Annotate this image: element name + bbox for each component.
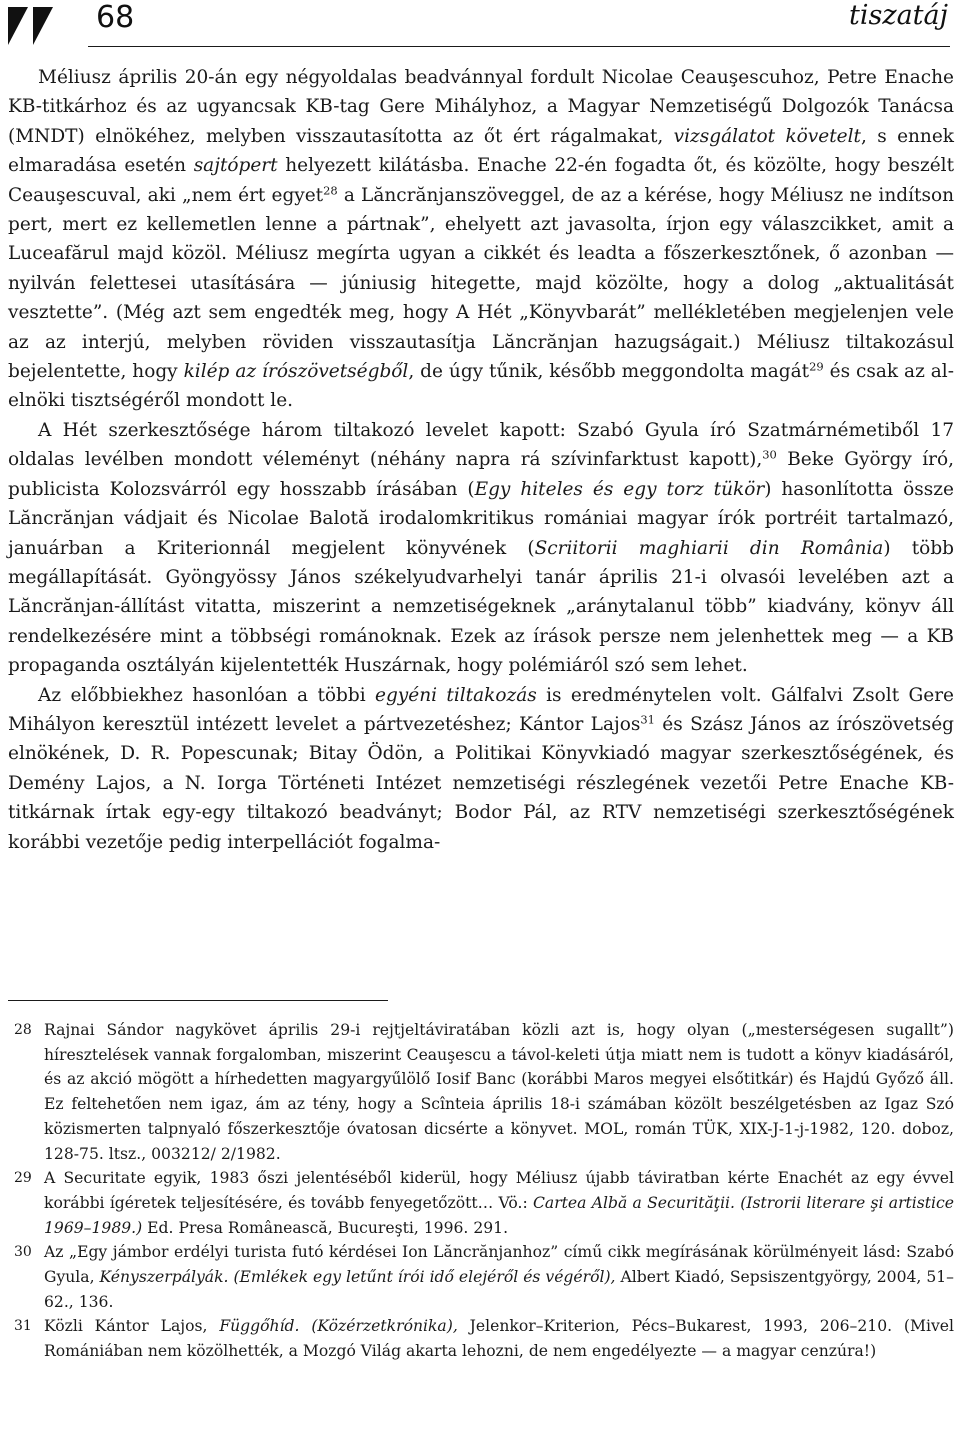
body-text: [8, 63, 954, 857]
text-run: , s ennek elmaradása esetén: [8, 125, 955, 177]
footnote-text: [44, 1166, 954, 1240]
text-run: és Szász János az írószövetség elnökének, D. R. Popescunak; Bitay Ödön, a Politikai Könyvkiadó magyar szerkesztőségének, és Demény Lajos, a N. Iorga Történeti Intézet nemzetiségi részlegének vezetői Petre Enache KB-titkárnak írtak egy-egy tiltakozó beadványt; Bodor Pál, az RTV nemzetiségi szerkesztőségének korábbi vezetője pedig interpellációt fogalma-: [8, 713, 955, 853]
text-run: Ed. Presa Românească, Bucureşti, 1996. 291.: [142, 1218, 509, 1237]
footnote: [8, 1240, 954, 1314]
italic-text: kilép az írószövetségből: [183, 361, 409, 383]
page-header: [0, 0, 960, 52]
footnote-separator: [8, 1000, 388, 1001]
italic-text: egyéni tiltakozás: [375, 684, 537, 706]
text-run: Beke György író, publicista Kolozsvárról egy hosszabb írásában (: [8, 449, 954, 500]
footnote-ref: 28: [323, 183, 338, 198]
text-run: ) hasonlította össze Lăncrănjan vádjait és Nicolae Balotă irodalomkritikus romániai magyar írók portréit tartalmazó, januárban a Kriterionnál megjelent könyvének (: [8, 478, 954, 559]
text-run: Albert Kiadó, Sepsiszentgyörgy, 2004, 51–62., 136.: [44, 1268, 954, 1311]
text-run: és csak az alelnöki tisztségéről mondott le.: [8, 361, 954, 412]
footnote: [8, 1018, 954, 1166]
text-run: Méliusz április 20-án egy négyoldalas beadvánnyal fordult Nicolae Ceauşescuhoz, Petre Enache KB-titkárhoz és az ugyancsak KB-tag Gere Mihályhoz, a Magyar Nemzetiségű Dolgozók Tanácsa (MNDT) elnökéhez, melyben visszautasította az őt ért rágalmakat,: [8, 67, 954, 147]
paragraph: [8, 416, 954, 681]
text-run: Jelenkor–Kriterion, Pécs–Bukarest, 1993, 206–210. (Mivel Romániában nem közölhették, a Mozgó Világ akarta lehozni, de nem engedélyezte — a magyar cenzúra!): [44, 1317, 954, 1361]
italic-text: Kényszerpályák. (Emlékek egy letűnt írói idő elejéről és végéről),: [99, 1268, 616, 1287]
footnote-ref: 29: [809, 359, 824, 374]
text-run: a Lăncrănjanszöveggel, de az a kérése, hogy Méliusz ne indítson pert, mert ez kellemetlen lenne a pártnak”, ehelyett azt javasolta, írjon egy válaszcikket, amit a Luceafărul majd közöl. Méliusz megírta ugyan a cikkét és leadta a főszerkesztőnek, ő azonban — nyilván felettesei utasítására — júniusig hitegette, majd közölte, hogy a dolog „aktualitását vesztette”. (Még azt sem engedték meg, hogy A Hét „Könyvbarát” mellékletében megjelenjen vele az az interjú, melyben röviden visszautasítja Lăncrănjan hazugságait.) Méliusz tiltakozásul bejelentette, hogy: [8, 184, 954, 383]
chevron-left-icon: [8, 7, 28, 45]
italic-text: vizsgálatot követelt: [673, 125, 861, 147]
text-run: Az „Egy jámbor erdélyi turista futó kérdései Ion Lăncrănjanhoz” című cikk megírásának körülményeit lásd: Szabó Gyula,: [44, 1243, 954, 1287]
section-title: tiszatáj: [849, 0, 948, 31]
footnote-text: [44, 1314, 954, 1363]
footnote-ref: 31: [640, 712, 655, 727]
italic-text: Cartea Albă a Securităţii. (Istrorii literare şi artistice 1969–1989.): [44, 1193, 954, 1237]
text-run: ) több megállapítását. Gyöngyössy János székelyudvarhelyi tanár április 21-i olvasói levelében azt a Lăncrănjan-állítást vitatta, miszerint a nemzetiségeknek „aránytalanul több” kiadvány, könyv áll rendelkezésére mint a többségi románoknak. Ezek az írások persze nem jelenhettek meg — a KB propaganda osztályán kijelentették Huszárnak, hogy polémiáról szó sem lehet.: [8, 537, 955, 677]
footnote-number: 28: [14, 1022, 32, 1038]
header-rule: [88, 46, 950, 47]
footnote: [8, 1166, 954, 1240]
text-run: helyezett kilátásba. Enache 22-én fogadta őt, és közölte, hogy beszélt Ceauşescuval, aki „nem ért egyet: [8, 155, 955, 206]
footnote: [8, 1314, 954, 1363]
page-number: 68: [96, 0, 135, 35]
text-run: A Hét szerkesztősége három tiltakozó levelet kapott: Szabó Gyula író Szatmárnémetiből 17 oldalas levélben mondott véleményt (néhány napra rá szívinfarktust kapott),: [8, 419, 954, 471]
text-run: Rajnai Sándor nagykövet április 29-i rejtjeltáviratában közli azt is, hogy olyan („mesterségesen sugallt”) híresztelések vannak forgalomban, miszerint Ceauşescu a távol-keleti útja miatt nem is tudott a könyv kiadásáról, és az akció mögött a hírhedetten magyargyűlölő Iosif Banc (korábbi Maros megyei elsőtitkár) és Hajdú Győző áll. Ez feltehetően nem igaz, ám az tény, hogy a Scînteia április 18-i számában közölt beszélgetésben az Igaz Szó közismerten talpnyaló főszerkesztője óvatosan dicsérte a könyvet. MOL, román TÜK, XIX-J-1-j-1982, 120. doboz, 128-75. ltsz., 003212/ 2/1982.: [44, 1021, 954, 1163]
footnote-text: [44, 1018, 954, 1166]
footnote-ref: 30: [762, 447, 777, 462]
footnote-number: 30: [14, 1244, 32, 1261]
text-run: , de úgy tűnik, később meggondolta magát: [408, 361, 810, 383]
footnotes: [8, 1018, 954, 1364]
italic-text: Scriitorii maghiarii din România: [534, 537, 884, 559]
text-run: is eredménytelen volt. Gálfalvi Zsolt Gere Mihályon keresztül intézett levelet a pártvezetéshez; Kántor Lajos: [8, 684, 955, 735]
italic-text: Egy hiteles és egy torz tükör: [474, 478, 765, 500]
paragraph: [8, 63, 954, 416]
text-run: A Securitate egyik, 1983 őszi jelentéséből kiderül, hogy Méliusz újabb táviratban kérte Enachét az egy évvel korábbi ígéretek teljesítésére, és tovább fenyegetőzött… Vö.:: [44, 1169, 954, 1212]
italic-text: sajtópert: [193, 155, 278, 177]
chevron-left-icon: [33, 7, 53, 45]
footnote-text: [44, 1240, 954, 1314]
italic-text: Függőhíd. (Közérzetkrónika),: [219, 1317, 458, 1336]
footnote-number: 29: [14, 1170, 32, 1187]
text-run: Az előbbiekhez hasonlóan a többi: [38, 684, 375, 706]
footnote-number: 31: [14, 1318, 32, 1335]
text-run: Közli Kántor Lajos,: [44, 1317, 220, 1336]
paragraph: [8, 681, 954, 857]
